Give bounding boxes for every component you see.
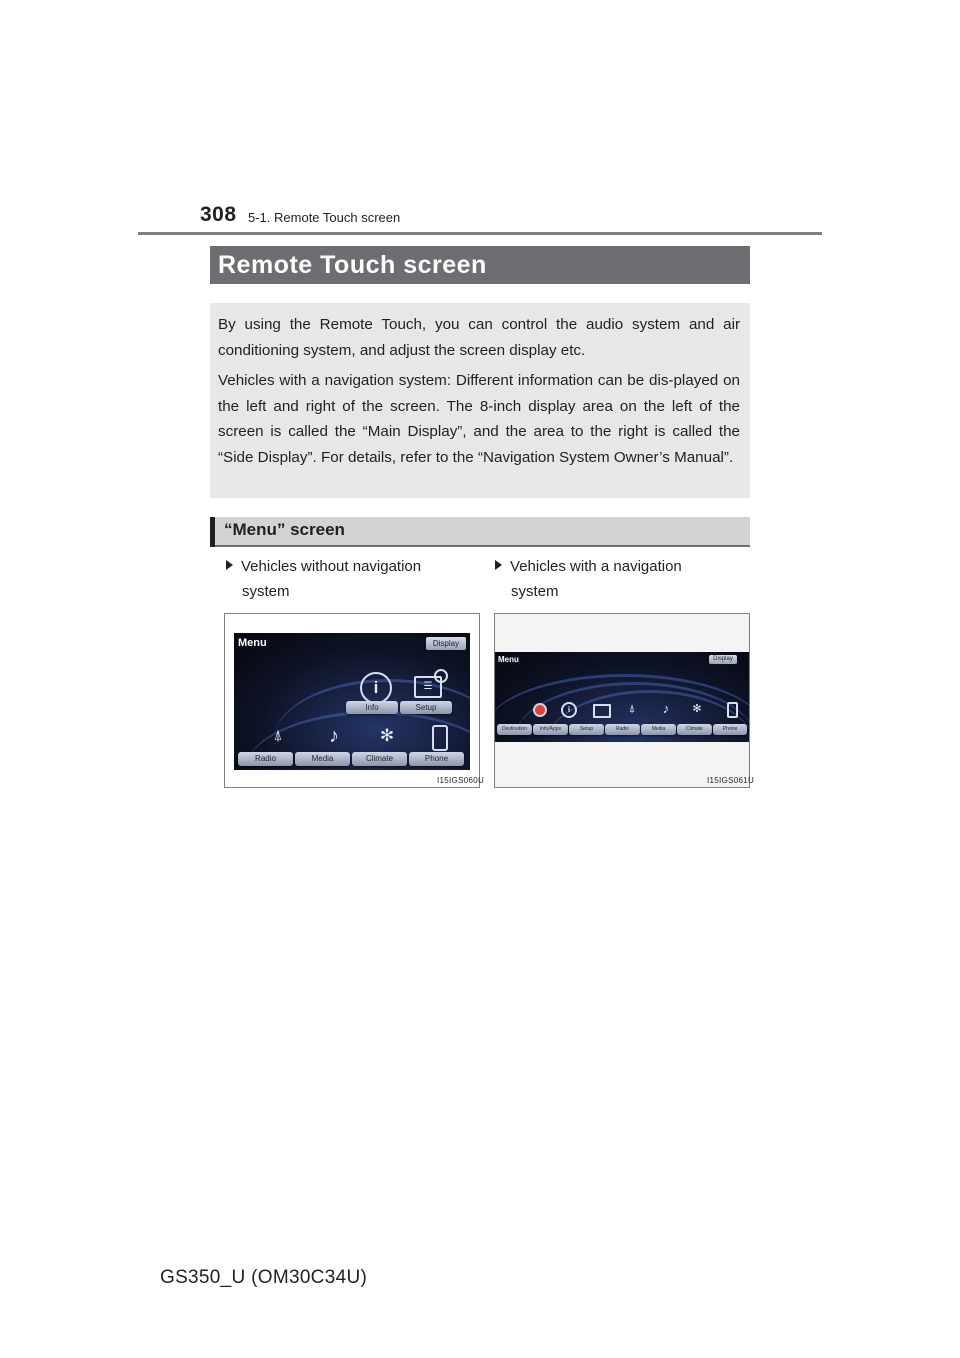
gear-icon (434, 669, 448, 683)
phone-icon (727, 702, 738, 718)
menu-button-radio[interactable]: Radio (605, 724, 640, 735)
figure-menu-without-navigation (224, 613, 485, 788)
page-number: 308 (200, 203, 237, 226)
setup-icon (593, 704, 611, 718)
display-button[interactable]: Display (709, 655, 737, 664)
title-bar (210, 246, 750, 284)
figure-id: I15IGS060U (437, 776, 485, 785)
figure-menu-with-navigation (494, 613, 755, 788)
climate-fan-icon: ✻ (379, 726, 395, 745)
subsection-accent (210, 517, 215, 547)
menu-button-phone[interactable]: Phone (409, 752, 464, 766)
radio-tower-icon: ⍋ (628, 703, 636, 715)
caption-right-line2: system (511, 583, 559, 600)
menu-button-climate[interactable]: Climate (677, 724, 712, 735)
intro-box (210, 303, 750, 498)
music-note-icon: ♪ (329, 725, 339, 747)
section-breadcrumb: 5-1. Remote Touch screen (248, 210, 401, 225)
phone-icon (432, 725, 448, 751)
menu-button-media[interactable]: Media (295, 752, 350, 766)
caption-left-line2: system (242, 583, 290, 600)
caption-left (226, 554, 421, 604)
menu-button-destination[interactable]: Destination (497, 724, 532, 735)
menu-button-setup[interactable]: Setup (569, 724, 604, 735)
intro-paragraph: By using the Remote Touch, you can control the audio system and air conditioning system, and adjust the screen display etc. (218, 316, 740, 359)
climate-fan-icon: ✻ (692, 703, 702, 715)
menu-button-info-apps[interactable]: Info/Apps (533, 724, 568, 735)
screen-title: Menu (498, 655, 519, 664)
display-button[interactable]: Display (426, 637, 466, 650)
subsection-header (210, 517, 750, 547)
menu-button-radio[interactable]: Radio (238, 752, 293, 766)
caption-right-line1: Vehicles with a navigation (510, 558, 682, 575)
footer-model: GS350_U (OM30C34U) (160, 1267, 368, 1288)
info-icon: i (561, 702, 577, 718)
menu-button-setup[interactable]: Setup (400, 701, 452, 714)
menu-button-info[interactable]: Info (346, 701, 398, 714)
caption-left-line1: Vehicles without navigation (241, 558, 422, 575)
caption-right (495, 554, 682, 604)
intro-paragraph-navigation: Vehicles with a navigation system: Different information can be dis-played on the left and right of the screen. The 8-inch display area on the left of the screen is called the “Main Display”, and the area to the right is called the “Side Display”. For details, refer to the “Navigation System Owner’s Manual”. (218, 372, 740, 466)
destination-icon (533, 703, 547, 717)
music-note-icon: ♪ (662, 701, 670, 716)
figure-id: I15IGS061U (707, 776, 755, 785)
screen-title: Menu (238, 637, 267, 649)
page-title: Remote Touch screen (218, 251, 487, 279)
menu-screen-right (495, 652, 749, 742)
menu-button-phone[interactable]: Phone (713, 724, 747, 735)
subsection-title: “Menu” screen (224, 520, 345, 539)
triangle-bullet-icon (226, 560, 233, 570)
setup-icon: ☰ (414, 676, 442, 698)
header-divider (138, 232, 822, 235)
triangle-bullet-icon (495, 560, 502, 570)
info-icon: i (360, 672, 392, 704)
menu-button-climate[interactable]: Climate (352, 752, 407, 766)
menu-screen-left (234, 633, 470, 770)
menu-button-media[interactable]: Media (641, 724, 676, 735)
radio-tower-icon: ⍋ (273, 727, 283, 744)
